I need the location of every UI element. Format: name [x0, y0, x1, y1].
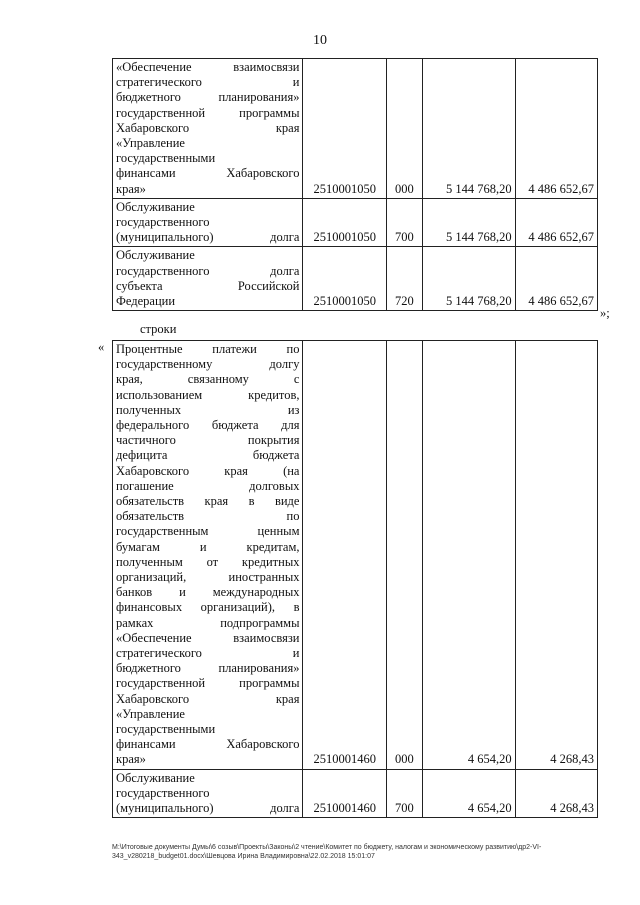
description-line: государственного — [116, 785, 210, 800]
footer-path-line-1: М:\Итоговые документы Думы\6 созыв\Проекты\Законы\2 чтение\Комитет по бюджету, налогам и экономическому развитию\др2-VI- — [112, 844, 542, 851]
description-line: полученных из — [116, 402, 300, 417]
description-line: «Управление — [116, 136, 185, 151]
description-line: государственной программы — [116, 676, 300, 691]
description-line: края» — [116, 752, 146, 767]
description-line: финансами Хабаровского — [116, 737, 300, 752]
description-line: края» — [116, 181, 146, 196]
description-line: бюджетного планирования» — [116, 661, 300, 676]
target-article-code: 2510001460 — [303, 769, 386, 818]
description-line: «Управление — [116, 706, 185, 721]
sum-planned: 4 654,20 — [422, 341, 515, 770]
description-line: Хабаровского края — [116, 691, 300, 706]
description-line: государственными — [116, 151, 216, 166]
description-line: дефицита бюджета — [116, 448, 300, 463]
row-description — [113, 769, 303, 818]
connector-text: строки — [140, 322, 177, 336]
description-line: Обслуживание — [116, 770, 195, 785]
expense-type-code: 700 — [386, 198, 422, 247]
document-footer — [112, 843, 602, 861]
description-line: Обслуживание — [116, 199, 195, 214]
row-description — [113, 247, 303, 311]
footer-path-line-2: 343_v280218_budget01.docx\Шевцова Ирина Владимировна\22.02.2018 15:01:07 — [112, 853, 375, 860]
sum-planned: 4 654,20 — [422, 769, 515, 818]
row-description — [113, 59, 303, 199]
description-line: субъекта Российской — [116, 278, 300, 293]
table-row — [113, 198, 598, 247]
sum-executed: 4 486 652,67 — [515, 59, 597, 199]
description-line: государственному долгу — [116, 357, 300, 372]
description-line: использованием кредитов, — [116, 387, 300, 402]
table-row — [113, 341, 598, 770]
description-line: государственным ценным — [116, 524, 300, 539]
description-line: бюджетного планирования» — [116, 90, 300, 105]
description-line: частичного покрытия — [116, 433, 300, 448]
description-line: бумагам и кредитам, — [116, 539, 300, 554]
description-line: Федерации — [116, 294, 176, 309]
description-line: Обслуживание — [116, 248, 195, 263]
target-article-code: 2510001050 — [303, 247, 386, 311]
description-line: рамках подпрограммы — [116, 615, 300, 630]
description-line: обязательств по — [116, 509, 300, 524]
budget-table-2 — [112, 340, 598, 818]
description-line: полученным от кредитных — [116, 554, 300, 569]
description-line: стратегического и — [116, 75, 300, 90]
table-row — [113, 247, 598, 311]
sum-executed: 4 486 652,67 — [515, 198, 597, 247]
sum-planned: 5 144 768,20 — [422, 247, 515, 311]
description-line: финансовых организаций), в — [116, 600, 300, 615]
end-quote-mark: »; — [600, 306, 610, 320]
sum-executed: 4 486 652,67 — [515, 247, 597, 311]
table-row — [113, 769, 598, 818]
expense-type-code: 000 — [386, 59, 422, 199]
description-line: финансами Хабаровского — [116, 166, 300, 181]
description-line: государственными — [116, 722, 216, 737]
description-line: обязательств края в виде — [116, 494, 300, 509]
row-description — [113, 341, 303, 770]
description-line: «Обеспечение взаимосвязи — [116, 60, 300, 74]
description-line: государственной программы — [116, 105, 300, 120]
expense-type-code: 700 — [386, 769, 422, 818]
target-article-code: 2510001460 — [303, 341, 386, 770]
target-article-code: 2510001050 — [303, 59, 386, 199]
description-line: Процентные платежи по — [116, 342, 300, 356]
expense-type-code: 000 — [386, 341, 422, 770]
description-line: Хабаровского края (на — [116, 463, 300, 478]
sum-executed: 4 268,43 — [515, 341, 597, 770]
sum-executed: 4 268,43 — [515, 769, 597, 818]
description-line: стратегического и — [116, 646, 300, 661]
table-row — [113, 59, 598, 199]
budget-table-1 — [112, 58, 598, 311]
description-line: государственного долга — [116, 263, 300, 278]
description-line: Хабаровского края — [116, 120, 300, 135]
sum-planned: 5 144 768,20 — [422, 59, 515, 199]
sum-planned: 5 144 768,20 — [422, 198, 515, 247]
start-quote-mark: « — [98, 340, 105, 354]
row-description — [113, 198, 303, 247]
description-line: федерального бюджета для — [116, 418, 300, 433]
description-line: (муниципального) долга — [116, 230, 300, 245]
expense-type-code: 720 — [386, 247, 422, 311]
description-line: государственного — [116, 215, 210, 230]
description-line: организаций, иностранных — [116, 570, 300, 585]
page-number: 10 — [313, 33, 327, 48]
target-article-code: 2510001050 — [303, 198, 386, 247]
description-line: (муниципального) долга — [116, 801, 300, 816]
description-line: края, связанному с — [116, 372, 300, 387]
description-line: «Обеспечение взаимосвязи — [116, 630, 300, 645]
description-line: погашение долговых — [116, 478, 300, 493]
description-line: банков и международных — [116, 585, 300, 600]
